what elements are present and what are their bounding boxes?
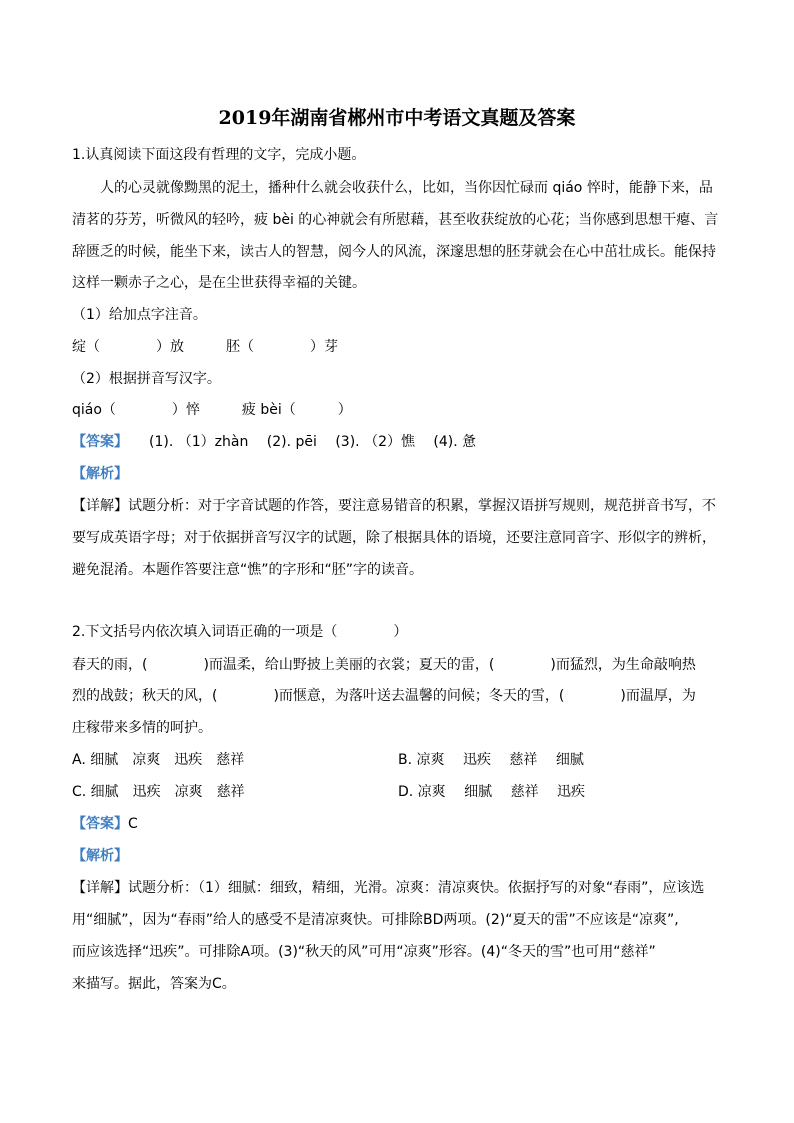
answer-label: 【答案】 xyxy=(72,434,121,450)
q2-answer xyxy=(72,814,138,834)
q1-passage-line-1: 人的心灵就像黝黑的泥土，播种什么就会收获什么，比如，当你因忙碌而 qiáo 悴时，能静下来，品 xyxy=(100,180,713,196)
q2-passage-line-1: 春天的雨，( )而温柔，给山野披上美丽的衣裳；夏天的雷，( )而猛烈，为生命敲响热 xyxy=(72,657,696,673)
q1-detail-line-3: 避免混淆。本题作答要注意“憔”的字形和“胚”字的读音。 xyxy=(72,562,424,578)
q2-detail-line-1: 【详解】试题分析：（1）细腻：细致，精细，光滑。凉爽：清凉爽快。依据抒写的对象“春雨”，应该选 xyxy=(72,880,705,896)
q2-option-a: A. 细腻 凉爽 迅疾 慈祥 xyxy=(72,752,245,768)
analysis-label: 【解析】 xyxy=(72,466,128,482)
page-title: 2019年湖南省郴州市中考语文真题及答案 xyxy=(218,107,576,129)
answer-text: (1). （1）zhàn (2). pēi (3). （2）憔 (4). 惫 xyxy=(121,434,477,450)
analysis-label: 【解析】 xyxy=(72,848,128,864)
q1-sub1-blanks: 绽（ ）放 胚（ ）芽 xyxy=(72,339,338,355)
answer-text: C xyxy=(128,816,138,832)
q2-detail-line-3: 而应该选择“迅疾”。可排除A项。(3)“秋天的风”可用“凉爽”形容。(4)“冬天的雪”也可用“慈祥” xyxy=(72,944,656,960)
q1-answer xyxy=(72,432,476,452)
q2-detail-line-2: 用“细腻”，因为“春雨”给人的感受不是清凉爽快。可排除BD两项。(2)“夏天的雷”不应该是“凉爽”, xyxy=(72,912,679,928)
q2-passage-line-3: 庄稼带来多情的呵护。 xyxy=(72,720,212,736)
q2-option-c: C. 细腻 迅疾 凉爽 慈祥 xyxy=(72,784,245,800)
q1-passage-line-4: 这样一颗赤子之心，是在尘世获得幸福的关键。 xyxy=(72,275,366,291)
q2-option-d: D. 凉爽 细腻 慈祥 迅疾 xyxy=(398,784,586,800)
answer-label: 【答案】 xyxy=(72,816,128,832)
q2-stem: 2.下文括号内依次填入词语正确的一项是（ ） xyxy=(72,624,408,640)
q1-detail-line-2: 要写成英语字母；对于依据拼音写汉字的试题，除了根据具体的语境，还要注意同音字、形似字的辨析， xyxy=(72,530,716,546)
q1-passage-line-2: 清茗的芬芳，听微风的轻吟，疲 bèi 的心神就会有所慰藉，甚至收获绽放的心花；当你感到思想干瘪、言 xyxy=(72,212,719,228)
q1-passage-line-3: 辞匮乏的时候，能坐下来，读古人的智慧，阅今人的风流，深邃思想的胚芽就会在心中茁壮成长。能保持 xyxy=(72,244,716,260)
q1-stem: 1.认真阅读下面这段有哲理的文字，完成小题。 xyxy=(72,147,366,163)
q1-sub2-blanks: qiáo（ ）悴 疲 bèi（ ） xyxy=(72,402,352,418)
q2-passage-line-2: 烈的战鼓；秋天的风，( )而惬意，为落叶送去温馨的问候；冬天的雪，( )而温厚，为 xyxy=(72,688,696,704)
q2-detail-line-4: 来描写。据此，答案为C。 xyxy=(72,976,236,992)
q1-detail-line-1: 【详解】试题分析：对于字音试题的作答，要注意易错音的积累，掌握汉语拼写规则，规范拼音书写，不 xyxy=(72,498,716,514)
q2-option-b: B. 凉爽 迅疾 慈祥 细腻 xyxy=(398,752,584,768)
q1-sub2: （2）根据拼音写汉字。 xyxy=(72,371,221,387)
q1-analysis xyxy=(72,464,128,484)
q1-sub1: （1）给加点字注音。 xyxy=(72,307,207,323)
q2-analysis xyxy=(72,846,128,866)
